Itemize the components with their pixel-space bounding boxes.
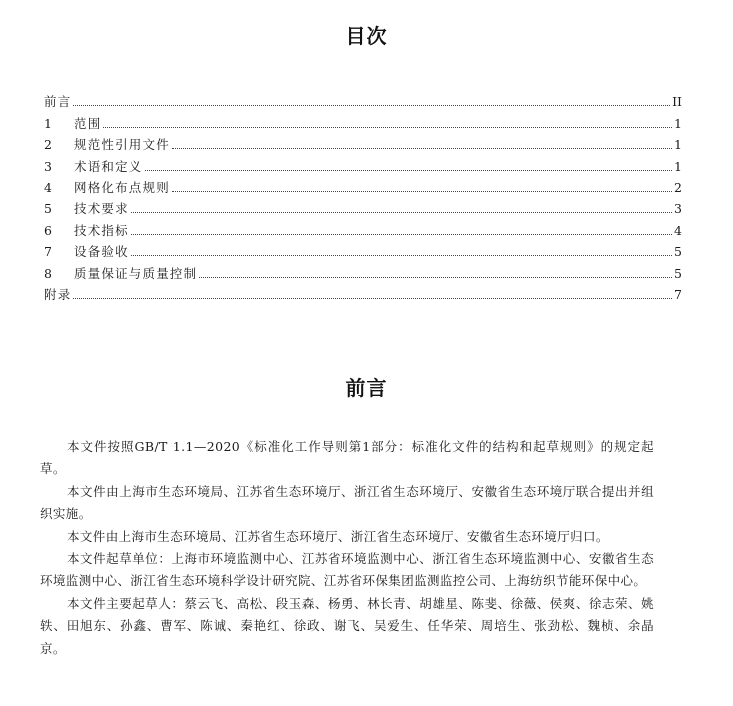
- toc-entry[interactable]: [44, 282, 682, 303]
- toc-entry-label: 质量保证与质量控制: [74, 265, 198, 281]
- toc-entry-page: 1: [674, 137, 682, 153]
- toc-entry-label: 技术要求: [74, 201, 129, 217]
- toc-leader-dots: [172, 190, 672, 192]
- toc-entry-number: 3: [44, 158, 52, 174]
- toc-leader-dots: [131, 211, 672, 213]
- foreword-paragraph: 本文件由上海市生态环境局、江苏省生态环境厅、浙江省生态环境厅、安徽省生态环境厅归口。: [67, 528, 609, 544]
- toc-entry-page: 2: [674, 179, 682, 195]
- toc-leader-dots: [131, 233, 672, 235]
- toc-leader-dots: [73, 104, 670, 106]
- toc-entry[interactable]: [44, 110, 682, 131]
- toc-leader-dots: [73, 297, 672, 299]
- foreword-paragraph: 本文件主要起草人：蔡云飞、高松、段玉森、杨勇、林长青、胡雄星、陈斐、徐薇、侯爽、徐志荣、姚轶、田旭东、孙鑫、曹军、陈诚、秦艳红、徐政、谢飞、吴爱生、任华荣、周培生、张劲松、魏桢、余晶京。: [40, 595, 654, 656]
- toc-leader-dots: [103, 126, 672, 128]
- toc-entry-label: 术语和定义: [74, 158, 143, 174]
- toc-entry[interactable]: [44, 217, 682, 238]
- toc-entry-number: 1: [44, 115, 52, 131]
- foreword-body: [40, 436, 654, 660]
- toc-entry[interactable]: [44, 260, 682, 281]
- toc-entry-number: 7: [44, 244, 52, 260]
- toc-entry-page: 1: [674, 158, 682, 174]
- toc-entry-page: II: [672, 94, 682, 110]
- toc-entry[interactable]: [44, 239, 682, 260]
- toc-entry-number: 8: [44, 265, 52, 281]
- toc-entry-page: 3: [674, 201, 682, 217]
- foreword-title: 前言: [345, 376, 388, 400]
- toc-entry-page: 1: [674, 115, 682, 131]
- foreword-paragraph: 本文件按照GB/T 1.1—2020《标准化工作导则第1部分：标准化文件的结构和起草规则》的规定起草。: [40, 439, 654, 477]
- toc-entry-number: 6: [44, 222, 52, 238]
- toc-leader-dots: [145, 169, 672, 171]
- toc-leader-dots: [131, 254, 672, 256]
- toc-entry-label: 规范性引用文件: [74, 137, 170, 153]
- toc-entry-label: 网格化布点规则: [74, 179, 170, 195]
- toc-title: 目次: [345, 24, 388, 48]
- toc-entry[interactable]: [44, 196, 682, 217]
- toc-entry-label: 附录: [44, 286, 72, 302]
- toc-entry-label: 范围: [74, 115, 102, 131]
- foreword-paragraph: 本文件起草单位：上海市环境监测中心、江苏省环境监测中心、浙江省生态环境监测中心、安徽省生态环境监测中心、浙江省生态环境科学设计研究院、江苏省环保集团监测监控公司、上海纺织节能环保中心。: [40, 551, 654, 589]
- toc-entry[interactable]: [44, 175, 682, 196]
- toc-entry-page: 5: [674, 265, 682, 281]
- toc-entry-page: 4: [674, 222, 682, 238]
- toc-entry-label: 前言: [44, 94, 72, 110]
- toc-entry-number: 5: [44, 201, 52, 217]
- toc-entry-number: 2: [44, 137, 52, 153]
- toc-entry-label: 技术指标: [74, 222, 129, 238]
- table-of-contents: [44, 89, 682, 303]
- toc-entry[interactable]: [44, 153, 682, 174]
- toc-entry-number: 4: [44, 179, 52, 195]
- toc-entry-label: 设备验收: [74, 244, 129, 260]
- toc-entry-page: 7: [674, 286, 682, 302]
- toc-entry[interactable]: [44, 89, 682, 110]
- toc-entry-page: 5: [674, 244, 682, 260]
- toc-entry[interactable]: [44, 132, 682, 153]
- toc-leader-dots: [172, 147, 672, 149]
- foreword-paragraph: 本文件由上海市生态环境局、江苏省生态环境厅、浙江省生态环境厅、安徽省生态环境厅联合提出并组织实施。: [40, 483, 654, 522]
- toc-leader-dots: [199, 276, 672, 278]
